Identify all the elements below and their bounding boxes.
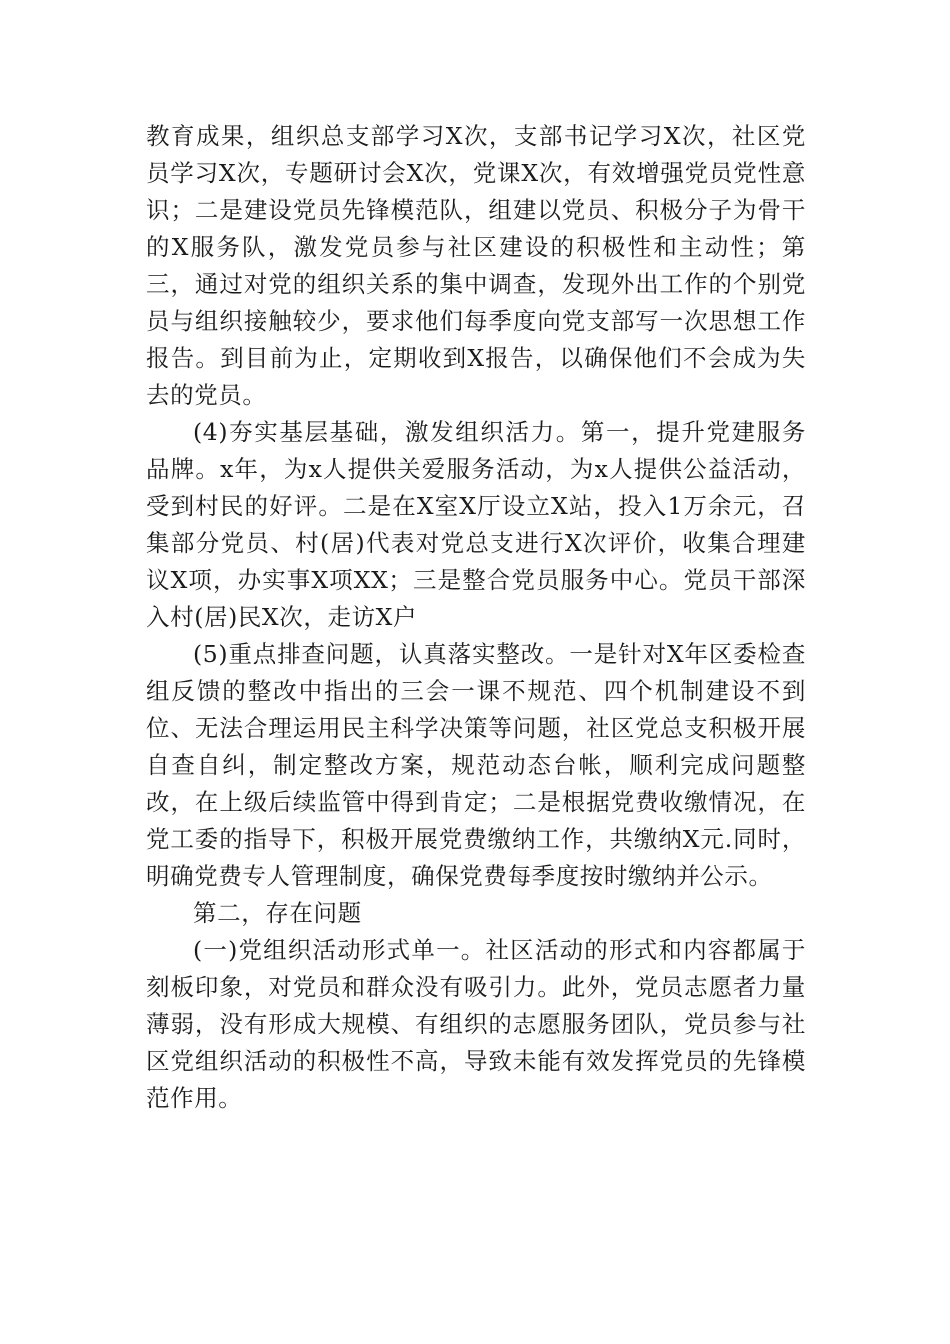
document-body	[146, 118, 806, 1117]
section-heading-existing-problems: 第二，存在问题	[193, 899, 362, 927]
paragraph-rectification: (5)重点排查问题，认真落实整改。一是针对X年区委检查组反馈的整改中指出的三会一课不规范、四个机制建设不到位、无法合理运用民主科学决策等问题，社区党总支积极开展自查自纠，制定整改方案，规范动态台帐，顺利完成问题整改，在上级后续监管中得到肯定；二是根据党费收缴情况，在党工委的指导下，积极开展党费缴纳工作，共缴纳X元.同时，明确党费专人管理制度，确保党费每季度按时缴纳并公示。	[146, 640, 806, 890]
paragraph-party-education-results: 教育成果，组织总支部学习X次，支部书记学习X次，社区党员学习X次，专题研讨会X次，党课X次，有效增强党员党性意识；二是建设党员先锋模范队，组建以党员、积极分子为骨干的X服务队，激发党员参与社区建设的积极性和主动性；第三，通过对党的组织关系的集中调查，发现外出工作的个别党员与组织接触较少，要求他们每季度向党支部写一次思想工作报告。到目前为止，定期收到X报告，以确保他们不会成为失去的党员。	[146, 122, 806, 409]
paragraph-single-activity-form: (一)党组织活动形式单一。社区活动的形式和内容都属于刻板印象，对党员和群众没有吸引力。此外，党员志愿者力量薄弱，没有形成大规模、有组织的志愿服务团队，党员参与社区党组织活动的积极性不高，导致未能有效发挥党员的先锋模范作用。	[146, 936, 806, 1112]
paragraph-grassroots-foundation: (4)夯实基层基础，激发组织活力。第一，提升党建服务品牌。x年，为x人提供关爱服务活动，为x人提供公益活动，受到村民的好评。二是在X室X厅设立X站，投入1万余元，召集部分党员、村(居)代表对党总支进行X次评价，收集合理建议X项，办实事X项XX；三是整合党员服务中心。党员干部深入村(居)民X次，走访X户	[146, 418, 806, 631]
